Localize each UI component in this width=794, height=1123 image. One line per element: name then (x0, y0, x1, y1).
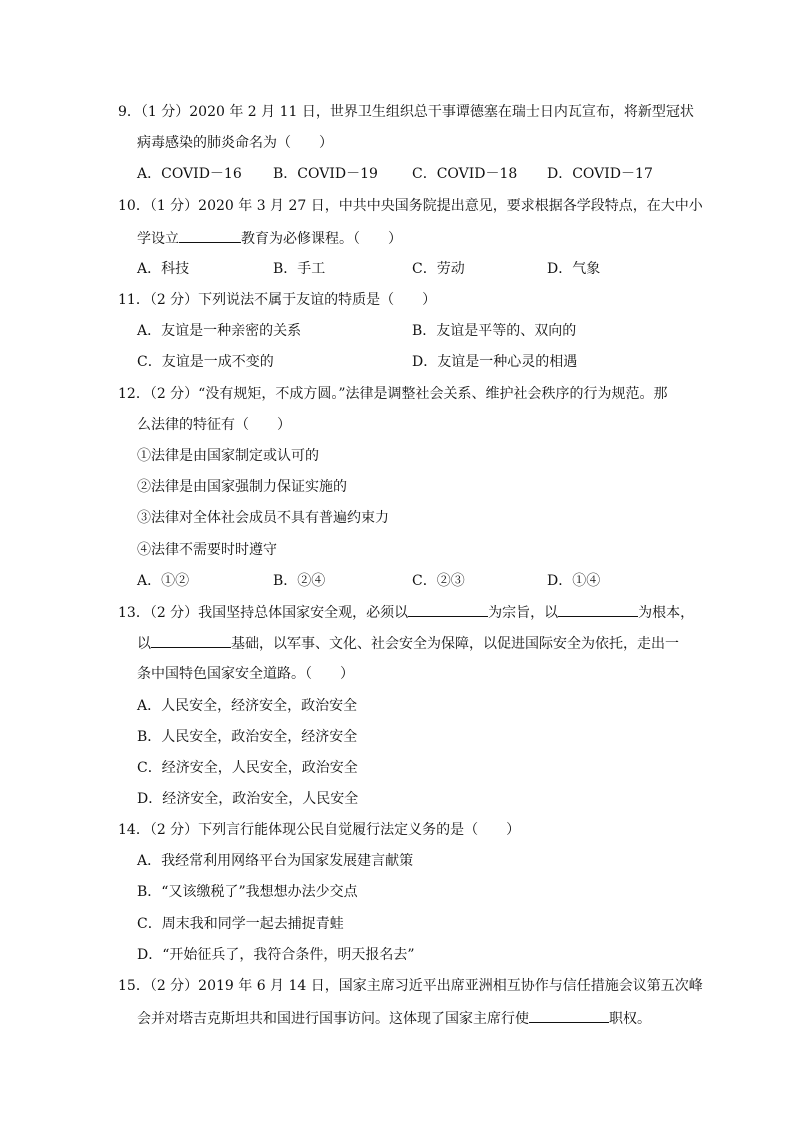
question-15-stem: 15．（2 分）2019 年 6 月 14 日，国家主席习近平出席亚洲相互协作与信任措施会议第五次峰 (118, 978, 703, 994)
question-13-text-5: 基础，以军事、文化、社会安全为保障，以促进国际安全为依托，走出一 (231, 636, 679, 652)
question-11-option-a[interactable]: A．友谊是一种亲密的关系 (137, 323, 302, 339)
question-13-option-a[interactable]: A．人民安全，经济安全，政治安全 (137, 698, 358, 714)
question-10-stem: 10．（1 分）2020 年 3 月 27 日，中共中央国务院提出意见，要求根据各学段特点，在大中小 (118, 198, 703, 214)
question-10-option-b[interactable]: B．手工 (273, 261, 326, 277)
question-10-stem-cont (137, 228, 402, 249)
question-12-statement-4: ④法律不需要时时遵守 (137, 542, 277, 558)
question-15-stem-cont (137, 1008, 651, 1029)
question-9-option-d[interactable]: D．COVID－17 (547, 166, 653, 182)
answer-blank[interactable] (529, 1008, 609, 1023)
question-12-option-c[interactable]: C．②③ (412, 573, 465, 589)
question-12-stem-cont: 么法律的特征有（ ） (137, 417, 291, 433)
question-15-text-pre: 会并对塔吉克斯坦共和国进行国事访问。这体现了国家主席行使 (137, 1011, 529, 1027)
question-15-text-post: 职权。 (609, 1011, 651, 1027)
answer-blank[interactable] (179, 228, 241, 243)
question-13-stem-cont-2: 条中国特色国家安全道路。（ ） (137, 666, 354, 682)
question-13-text-3: 为根本， (638, 605, 695, 621)
question-11-option-c[interactable]: C．友谊是一成不变的 (137, 354, 274, 370)
question-13-text-2: 为宗旨，以 (488, 605, 559, 621)
question-11-option-b[interactable]: B．友谊是平等的、双向的 (412, 323, 577, 339)
question-9-option-c[interactable]: C．COVID－18 (412, 166, 518, 182)
question-10-option-c[interactable]: C．劳动 (412, 261, 465, 277)
question-9-option-a[interactable]: A．COVID－16 (137, 166, 242, 182)
question-12-option-d[interactable]: D．①④ (547, 573, 601, 589)
question-13-stem (118, 602, 694, 623)
question-10-text-post: 教育为必修课程。（ ） (241, 231, 402, 247)
answer-blank[interactable] (558, 602, 638, 617)
question-11-option-d[interactable]: D．友谊是一种心灵的相遇 (412, 354, 578, 370)
question-14-option-a[interactable]: A．我经常利用网络平台为国家发展建言献策 (137, 853, 414, 869)
answer-blank[interactable] (151, 633, 231, 648)
question-14-option-c[interactable]: C．周末我和同学一起去捕捉青蛙 (137, 916, 344, 932)
question-13-stem-cont (137, 633, 679, 654)
question-13-text-4: 以 (137, 636, 151, 652)
question-14-option-d[interactable]: D．“开始征兵了，我符合条件，明天报名去” (137, 947, 415, 963)
question-10-text-pre: 学设立 (137, 231, 179, 247)
question-13-option-b[interactable]: B．人民安全，政治安全，经济安全 (137, 729, 358, 745)
question-12-stem: 12．（2 分）“没有规矩，不成方圆。”法律是调整社会关系、维护社会秩序的行为规范。那 (118, 386, 668, 402)
question-12-statement-3: ③法律对全体社会成员不具有普遍约束力 (137, 510, 389, 526)
question-11-stem: 11．（2 分）下列说法不属于友谊的特质是（ ） (118, 292, 437, 308)
question-13-text-1: 13．（2 分）我国坚持总体国家安全观，必须以 (118, 605, 409, 621)
question-9-stem-cont: 病毒感染的肺炎命名为（ ） (137, 135, 333, 151)
question-14-option-b[interactable]: B．“又该缴税了”我想想办法少交点 (137, 884, 358, 900)
question-10-option-a[interactable]: A．科技 (137, 261, 190, 277)
question-9-stem: 9．（1 分）2020 年 2 月 11 日，世界卫生组织总干事谭德塞在瑞士日内瓦宣布，将新型冠状 (118, 104, 694, 120)
question-13-option-c[interactable]: C．经济安全，人民安全，政治安全 (137, 760, 358, 776)
question-12-option-b[interactable]: B．②④ (273, 573, 326, 589)
question-10-option-d[interactable]: D．气象 (547, 261, 601, 277)
answer-blank[interactable] (408, 602, 488, 617)
question-9-option-b[interactable]: B．COVID－19 (273, 166, 378, 182)
question-12-statement-1: ①法律是由国家制定或认可的 (137, 448, 319, 464)
question-13-option-d[interactable]: D．经济安全，政治安全，人民安全 (137, 791, 359, 807)
question-14-stem: 14．（2 分）下列言行能体现公民自觉履行法定义务的是（ ） (118, 822, 521, 838)
question-12-statement-2: ②法律是由国家强制力保证实施的 (137, 479, 347, 495)
question-12-option-a[interactable]: A．①② (137, 573, 190, 589)
